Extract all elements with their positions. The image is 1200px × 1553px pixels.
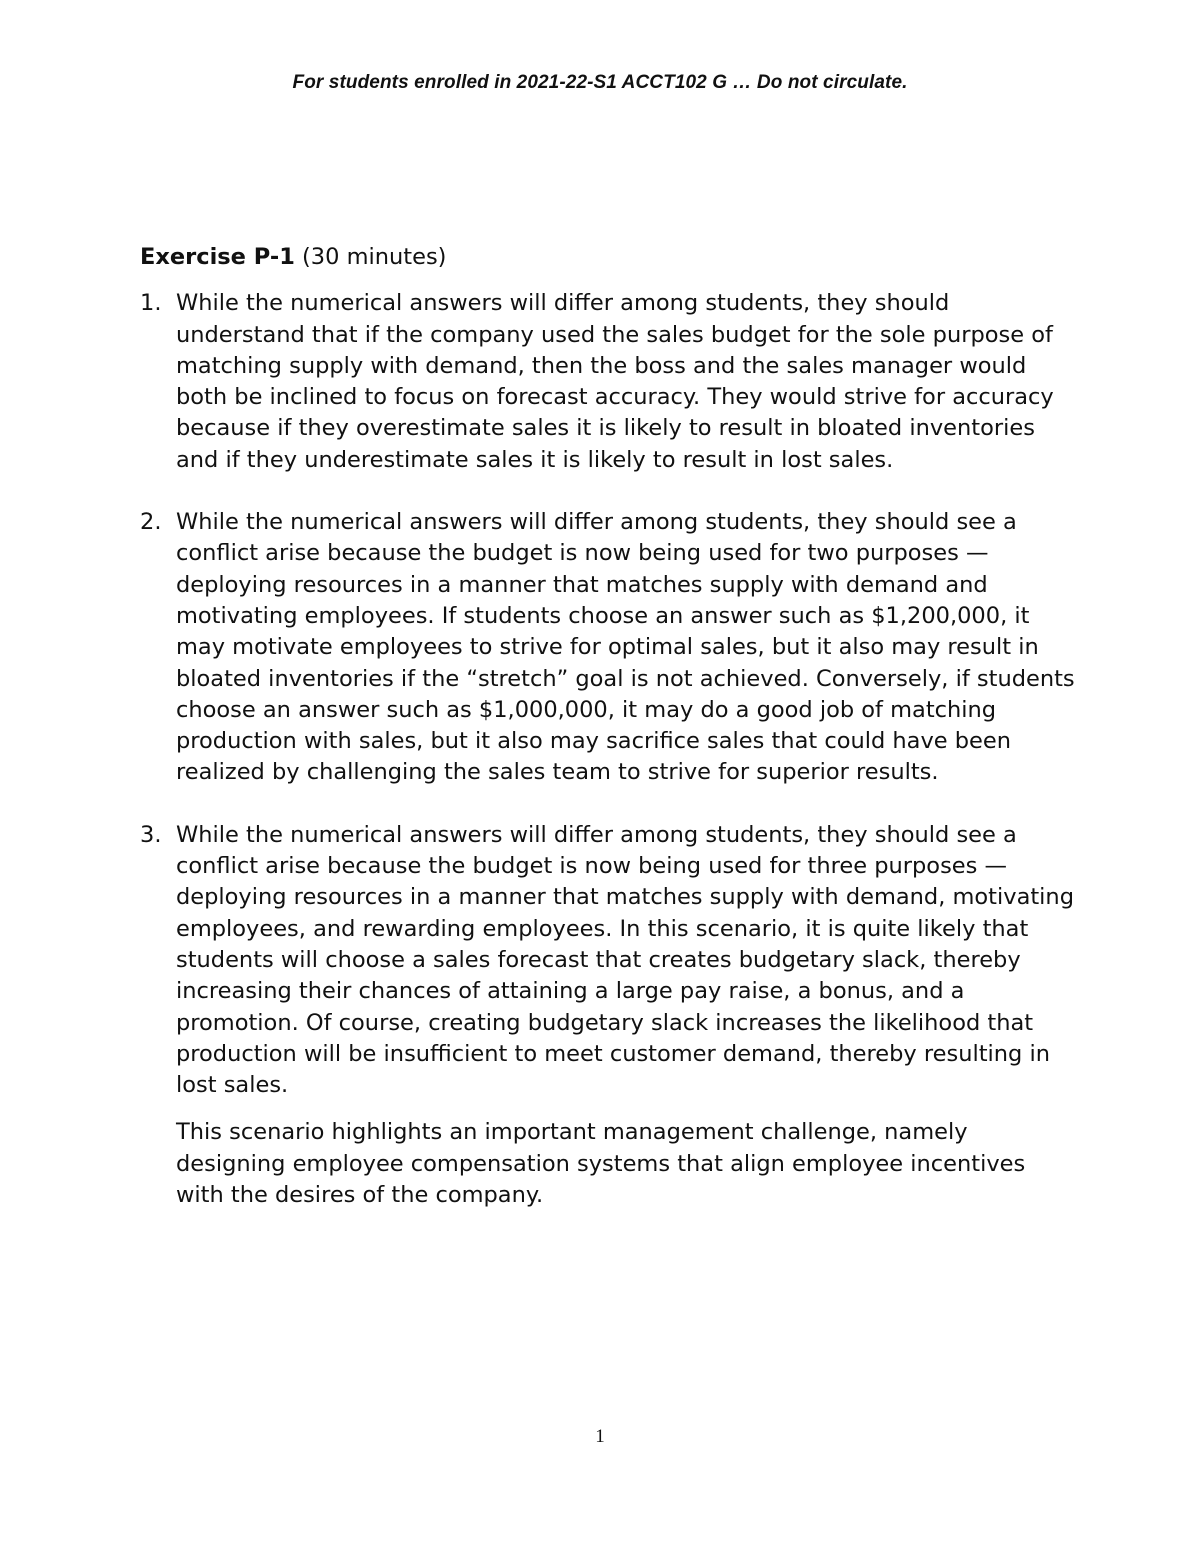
- answer-number: 2.: [140, 509, 162, 536]
- exercise-title-time: (30 minutes): [302, 244, 447, 270]
- page-number: 1: [595, 1426, 605, 1447]
- conclusion-paragraph: This scenario highlights an important management challenge, namely designing employee compensation systems that align employee incentives with the desires of the company.: [176, 1119, 1026, 1209]
- answer-item-2: [140, 507, 1075, 789]
- answer-number: 1.: [140, 290, 162, 317]
- exercise-section: [140, 242, 1075, 1211]
- answer-text: While the numerical answers will differ among students, they should see a conflict arise because the budget is now being used for two purposes —deploying resources in a manner that matches supply with demand and motivating employees. If students choose an answer such as $1,200,000, it may motivate employees to strive for optimal sales, but it also may result in bloated inventories if the “stretch” goal is not achieved. Conversely, if students choose an answer such as $1,000,000, it may do a good job of matching production with sales, but it also may sacrifice sales that could have been realized by challenging the sales team to strive for superior results.: [176, 509, 1075, 786]
- page-header-notice: For students enrolled in 2021-22-S1 ACCT102 G … Do not circulate.: [292, 72, 908, 93]
- exercise-title-label: Exercise P-1: [140, 244, 295, 270]
- answer-text: While the numerical answers will differ among students, they should see a conflict arise because the budget is now being used for three purposes —deploying resources in a manner that matches supply with demand, motivating employees, and rewarding employees. In this scenario, it is quite likely that students will choose a sales forecast that creates budgetary slack, thereby increasing their chances of attaining a large pay raise, a bonus, and a promotion. Of course, creating budgetary slack increases the likelihood that production will be insufficient to meet customer demand, thereby resulting in lost sales.: [176, 821, 1074, 1099]
- exercise-title: [140, 242, 1075, 273]
- answer-number: 3.: [140, 821, 162, 848]
- answer-text: While the numerical answers will differ among students, they should understand that if the company used the sales budget for the sole purpose of matching supply with demand, then the boss and the sales manager would both be inclined to focus on forecast accuracy. They would strive for accuracy because if they overestimate sales it is likely to result in bloated inventories and if they underestimate sales it is likely to result in lost sales.: [176, 290, 1054, 473]
- answer-item-3: [140, 820, 1075, 1102]
- answer-item-1: [140, 288, 1075, 476]
